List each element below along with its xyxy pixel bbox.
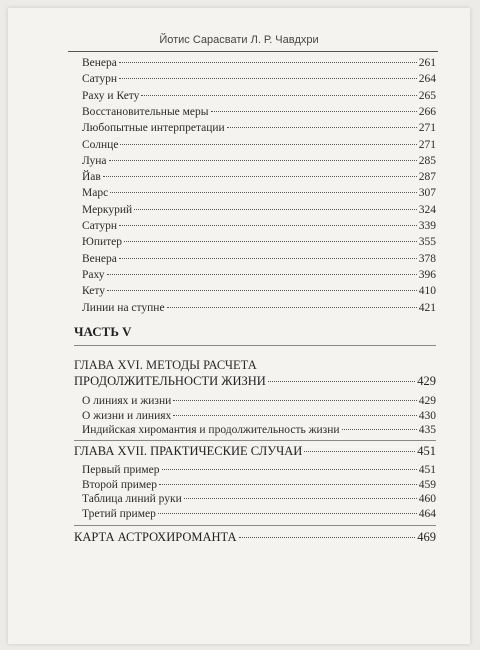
- toc-entry-page: 264: [418, 73, 436, 86]
- dot-leader: [342, 429, 417, 430]
- chapter17-title: ГЛАВА XVII. ПРАКТИЧЕСКИЕ СЛУЧАИ: [74, 444, 303, 458]
- toc-entry-label: О жизни и линиях: [82, 409, 172, 422]
- toc-entry[interactable]: [82, 507, 436, 521]
- dot-leader: [119, 258, 417, 259]
- toc-entry-page: 287: [418, 171, 436, 184]
- toc-entry-label: Солнце: [82, 138, 119, 151]
- running-header: Йотис Сарасвати Л. Р. Чавдхри: [159, 34, 319, 46]
- toc-entry-label: О линиях и жизни: [82, 395, 172, 407]
- map-title: КАРТА АСТРОХИРОМАНТА: [74, 530, 237, 544]
- dot-leader: [162, 469, 417, 470]
- toc-entry[interactable]: [82, 268, 436, 282]
- toc-entry-label: Индийская хиромантия и продолжительность жизни: [82, 424, 340, 436]
- chapter16-divider: [74, 440, 436, 441]
- toc-entry-label: Любопытные интерпретации: [82, 122, 225, 135]
- toc-entry[interactable]: [82, 301, 436, 315]
- chapter16-title-line2: ПРОДОЛЖИТЕЛЬНОСТИ ЖИЗНИ: [74, 374, 266, 388]
- toc-entry[interactable]: [82, 105, 436, 119]
- toc-entry-label: Таблица линий руки: [82, 493, 182, 506]
- toc-entry-label: Линии на ступне: [82, 301, 165, 314]
- toc-entry-page: 410: [418, 285, 436, 298]
- toc-entry-page: 396: [418, 268, 436, 281]
- dot-leader: [268, 381, 415, 382]
- header-rule: [68, 51, 438, 52]
- toc-entry[interactable]: [82, 203, 436, 217]
- book-page: [8, 8, 470, 644]
- toc-entry-label: Венера: [82, 252, 117, 265]
- dot-leader: [110, 192, 417, 193]
- toc-entry-page: 355: [418, 236, 436, 249]
- toc-entry-label: Марс: [82, 187, 109, 200]
- toc-entry-label: Восстановительные меры: [82, 105, 209, 118]
- dot-leader: [167, 307, 417, 308]
- toc-entry-label: Сатурн: [82, 73, 118, 86]
- toc-entry-label: Юпитер: [82, 236, 123, 249]
- toc-entry[interactable]: [82, 219, 436, 233]
- dot-leader: [109, 160, 417, 161]
- toc-entry-label: Луна: [82, 154, 107, 167]
- toc-entry-page: 378: [418, 252, 436, 265]
- toc-entry-page: 266: [418, 105, 436, 118]
- toc-entry-page: 307: [418, 187, 436, 200]
- chapter17-page: 451: [417, 444, 436, 458]
- toc-entry[interactable]: [82, 186, 436, 200]
- toc-entry[interactable]: [82, 235, 436, 249]
- dot-leader: [184, 498, 417, 499]
- toc-entry-label: Йав: [82, 171, 101, 184]
- toc-entry-label: Сатурн: [82, 220, 118, 232]
- toc-entry-page: 429: [418, 395, 436, 407]
- dot-leader: [119, 78, 417, 79]
- toc-entry-label: Первый пример: [82, 464, 160, 476]
- toc-entry[interactable]: [82, 121, 436, 135]
- toc-entry[interactable]: [82, 394, 436, 408]
- toc-entry-page: 265: [418, 89, 436, 102]
- toc-entry[interactable]: [82, 56, 436, 70]
- toc-entry[interactable]: [82, 72, 436, 86]
- dot-leader: [119, 62, 417, 63]
- chapter16-page: 429: [417, 374, 436, 388]
- dot-leader: [158, 513, 417, 514]
- toc-entry[interactable]: [82, 170, 436, 184]
- toc-map[interactable]: [74, 530, 436, 544]
- dot-leader: [119, 225, 417, 226]
- toc-entry-label: Меркурий: [82, 203, 133, 216]
- toc-entry[interactable]: [82, 423, 436, 437]
- toc-entry[interactable]: [82, 89, 436, 103]
- chapter17-divider: [74, 525, 436, 526]
- toc-entry[interactable]: [82, 409, 436, 423]
- toc-entry-label: Кету: [82, 285, 105, 298]
- dot-leader: [159, 484, 417, 485]
- toc-entry[interactable]: [82, 284, 436, 298]
- dot-leader: [173, 400, 416, 401]
- dot-leader: [124, 241, 417, 242]
- toc-entry-label: Третий пример: [82, 507, 156, 520]
- toc-entry[interactable]: [82, 154, 436, 168]
- dot-leader: [107, 290, 417, 291]
- part-divider: [74, 345, 436, 346]
- toc-entry-page: 464: [418, 507, 436, 520]
- toc-entry-page: 435: [418, 424, 436, 436]
- toc-entry-page: 451: [418, 464, 436, 476]
- dot-leader: [211, 111, 417, 112]
- toc-chapter16[interactable]: [74, 374, 436, 388]
- dot-leader: [134, 209, 417, 210]
- dot-leader: [239, 537, 416, 538]
- toc-entry-page: 285: [418, 154, 436, 167]
- toc-entry[interactable]: [82, 138, 436, 152]
- toc-entry-page: 421: [418, 301, 436, 314]
- dot-leader: [227, 127, 417, 128]
- toc-entry-page: 339: [418, 220, 436, 232]
- toc-entry-label: Второй пример: [82, 478, 158, 491]
- toc-entry[interactable]: [82, 252, 436, 266]
- toc-entry-page: 271: [418, 122, 436, 135]
- toc-chapter17[interactable]: [74, 444, 436, 458]
- toc-entry[interactable]: [82, 478, 436, 492]
- chapter16-title-line1: ГЛАВА XVI. МЕТОДЫ РАСЧЕТА: [74, 358, 257, 372]
- dot-leader: [173, 415, 416, 416]
- toc-entry-page: 271: [418, 138, 436, 151]
- dot-leader: [103, 176, 417, 177]
- map-page: 469: [417, 530, 436, 544]
- dot-leader: [120, 144, 416, 145]
- toc-entry-page: 430: [418, 409, 436, 422]
- toc-entry[interactable]: [82, 463, 436, 477]
- toc-entry-page: 324: [418, 203, 436, 216]
- toc-entry-page: 459: [418, 478, 436, 491]
- toc-entry-label: Раху и Кету: [82, 89, 140, 102]
- dot-leader: [107, 274, 417, 275]
- part-heading: ЧАСТЬ V: [74, 324, 132, 339]
- dot-leader: [141, 95, 416, 96]
- toc-entry-label: Венера: [82, 57, 117, 69]
- toc-entry[interactable]: [82, 492, 436, 506]
- toc-entry-page: 460: [418, 493, 436, 506]
- toc-entry-page: 261: [418, 57, 436, 69]
- toc-entry-label: Раху: [82, 268, 105, 281]
- dot-leader: [304, 451, 415, 452]
